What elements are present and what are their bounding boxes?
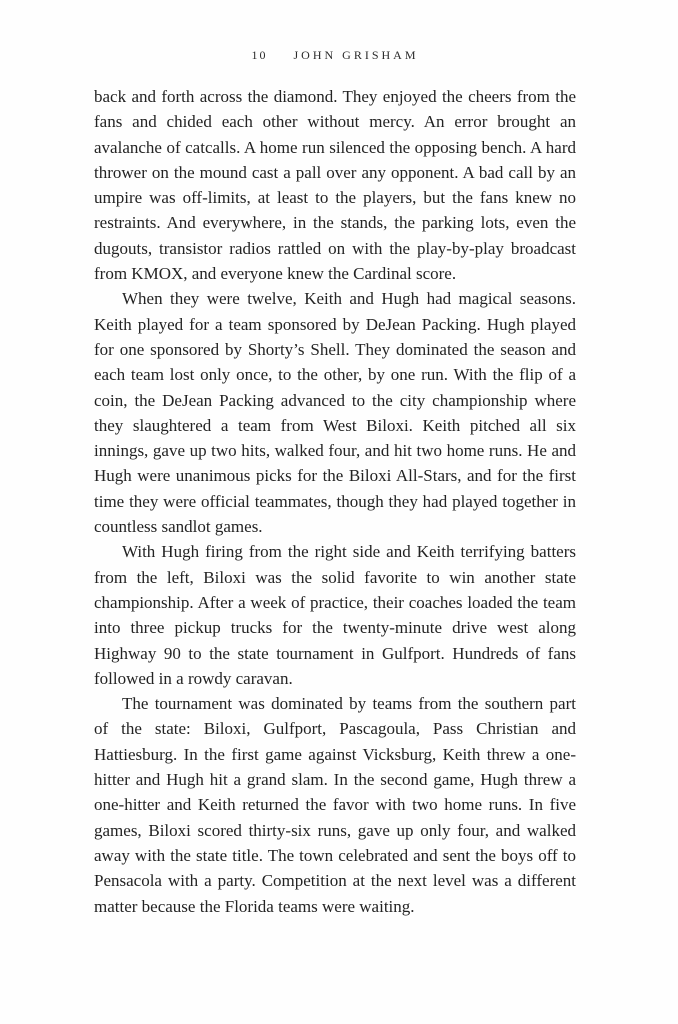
paragraph: The tournament was dominated by teams from the southern part of the state: Biloxi, Gulfport, Pascagoula, Pass Christian and Hattiesburg. In the first game against Vicksburg, Keith threw a one-hitter and Hugh hit a grand slam. In the second game, Hugh threw a one-hitter and Keith returned the favor with two home runs. In five games, Biloxi scored thirty-six runs, gave up only four, and walked away with the state title. The town celebrated and sent the boys off to Pensacola with a party. Competition at the next level was a different matter because the Florida teams were waiting.	[94, 694, 576, 916]
paragraph: back and forth across the diamond. They enjoyed the cheers from the fans and chided each other without mercy. An error brought an avalanche of catcalls. A home run silenced the opposing bench. A hard thrower on the mound cast a pall over any opponent. A bad call by an umpire was off-limits, at least to the players, but the fans knew no restraints. And everywhere, in the stands, the parking lots, even the dugouts, transistor radios rattled on with the play-by-play broadcast from KMOX, and everyone knew the Cardinal score.	[94, 87, 576, 284]
paragraph: With Hugh firing from the right side and Keith terrifying batters from the left, Biloxi was the solid favorite to win another state championship. After a week of practice, their coaches loaded the team into three pickup trucks for the twenty-minute drive west along Highway 90 to the state tournament in Gulfport. Hundreds of fans followed in a rowdy caravan.	[94, 542, 576, 688]
paragraph: When they were twelve, Keith and Hugh had magical seasons. Keith played for a team sponsored by DeJean Packing. Hugh played for one sponsored by Shorty’s Shell. They dominated the season and each team lost only once, to the other, by one run. With the flip of a coin, the DeJean Packing advanced to the city championship where they slaughtered a team from West Biloxi. Keith pitched all six innings, gave up two hits, walked four, and hit two home runs. He and Hugh were unanimous picks for the Biloxi All-Stars, and for the first time they were official teammates, though they had played together in countless sandlot games.	[94, 289, 576, 537]
body-text	[94, 84, 576, 919]
running-head	[94, 48, 576, 63]
author-running-head: JOHN GRISHAM	[293, 48, 419, 62]
page-number: 10	[251, 48, 268, 62]
